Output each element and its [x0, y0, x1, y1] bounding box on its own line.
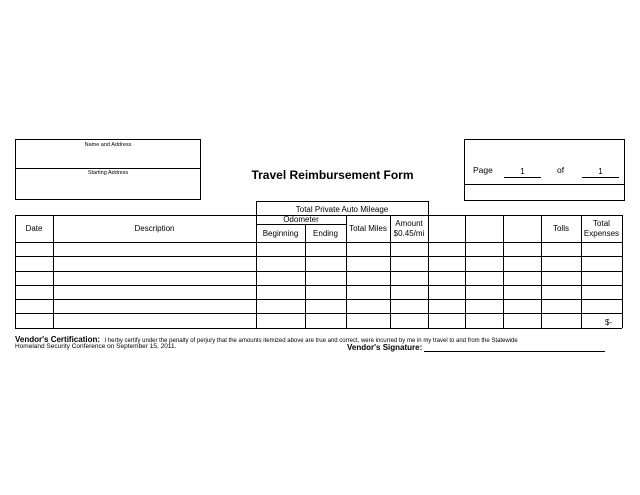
certification-label: Vendor's Certification: [15, 335, 101, 344]
col-header-description: Description [134, 224, 175, 233]
name-address-label: Name and Address [84, 142, 132, 148]
row-line-2 [15, 271, 622, 272]
starting-address-label: Starting Address [87, 170, 129, 176]
header-bottom-line [15, 242, 622, 243]
page-number-field[interactable]: 1 [504, 167, 541, 178]
col-header-expenses: Expenses [583, 229, 620, 238]
form-title: Travel Reimbursement Form [251, 168, 414, 182]
certification-text: I herby certify under the penalty of perjury that the amounts itemized above are true and correct, were incurred by me in my travel to and from the Statewide [104, 338, 518, 344]
col-line-7 [465, 215, 466, 328]
signature-field[interactable] [424, 342, 605, 352]
page-label: Page [473, 165, 493, 175]
col-header-date: Date [25, 224, 43, 233]
signature-label: Vendor's Signature: [347, 343, 423, 352]
col-header-amount: Amount [395, 219, 423, 228]
col-header-ending: Ending [313, 229, 338, 238]
row-line-3 [15, 285, 622, 286]
col-header-total-miles: Total Miles [349, 224, 387, 233]
total-expenses-value: $- [605, 318, 613, 327]
col-header-beginning: Beginning [262, 229, 299, 238]
certification-text-2: Homeland Security Conference on September 15, 2011. [15, 343, 177, 350]
col-header-tolls: Tolls [552, 224, 569, 233]
col-line-3 [305, 224, 306, 328]
col-line-6 [428, 215, 429, 328]
mileage-group-header: Total Private Auto Mileage [295, 205, 389, 214]
row-line-4 [15, 299, 622, 300]
col-header-amount-rate: $0.45/mi [393, 229, 425, 238]
odometer-line [256, 224, 346, 225]
col-line-11 [622, 215, 623, 328]
col-header-odometer: Odometer [283, 215, 319, 224]
group-right-line [428, 201, 429, 215]
col-line-8 [503, 215, 504, 328]
group-top-line [256, 201, 428, 202]
page-total-field[interactable]: 1 [582, 167, 619, 178]
of-label: of [557, 165, 565, 175]
row-line-1 [15, 256, 622, 257]
row-line-5 [15, 313, 622, 314]
col-header-total: Total [593, 219, 610, 228]
